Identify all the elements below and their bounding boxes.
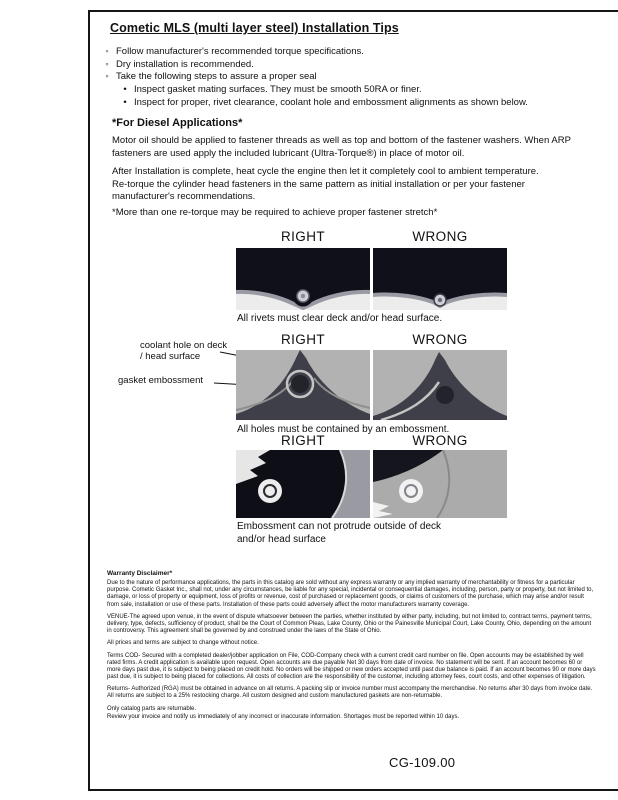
warranty-paragraph: VENUE-The agreed upon venue, in the event of dispute whatsoever between the parties, whether instituted by either party, including, but not limited to, contract terms, payment terms, delivery, type, defects, sufficiency of product, shall be the Court of Common Pleas, Lake County, Ohio or the Painesville Municipal Court, Lake County, Ohio, depending on the amount in controversy. This agreement shall be governed by and construed under the laws of the State of Ohio. <box>107 613 592 635</box>
right-label-row2: RIGHT <box>281 332 325 347</box>
retorque-note: *More than one re-torque may be required to achieve proper fastener stretch* <box>112 207 438 218</box>
right-label-row1: RIGHT <box>281 229 325 244</box>
wrong-label-row1: WRONG <box>412 229 468 244</box>
diesel-paragraph-1: Motor oil should be applied to fastener threads as well as top and bottom of the fastener washers. When ARP fasteners are used apply the included lubricant (Ultra-Torque®) in place of motor oil. <box>112 135 571 159</box>
list-item-text: Inspect for proper, rivet clearance, coolant hole and embossment alignments as shown below. <box>134 96 528 108</box>
warranty-heading: Warranty Disclaimer* <box>107 570 173 577</box>
gasket-embossment-callout: gasket embossment <box>118 375 204 386</box>
warranty-paragraph: Due to the nature of performance applications, the parts in this catalog are sold without any express warranty or any implied warranty of merchantability or fitness for a particular purpose. Cometic Gasket Inc., shall not, under any circumstances, be liable for any special, incidental or consequential damages, including, person, party or property, but not limited to, damage, or loss of property or equipment, loss of profits or revenue, cost of purchased or replacement goods, or claims of customers of the purchase, which may arise and/or result from sale, installation or use of these parts. Installation of these parts could adversely affect the motor manufacturers warranty coverage. <box>107 580 594 608</box>
embossment-right-diagram <box>236 350 370 420</box>
page-title: Cometic MLS (multi layer steel) Installation Tips <box>110 21 399 35</box>
list-item <box>103 59 583 72</box>
warranty-paragraph: Terms COD- Secured with a completed dealer/jobber application on File, COD-Company check with a current credit card number on file. Open accounts may be established by well rated firms. A credit application is available upon request. Open accounts are due payable Net 30 days from date of invoice. No statement will be sent. If an account becomes 60 or more days past due, it is subject to being placed on credit hold. No orders will be shipped or new orders accepted until past due balance is paid. If an account becomes 90 or more days past due, it is subject to being placed for collections. All costs of collection are the responsibility of the customer, including attorney fees, court costs, and other expenses of litigation. <box>107 652 596 681</box>
right-label-row3: RIGHT <box>281 433 325 448</box>
row3-caption: Embossment can not protrude outside of deck and/or head surface <box>237 521 442 545</box>
row2-caption: All holes must be contained by an embossment. <box>237 424 450 435</box>
diesel-paragraph-2: After Installation is complete, heat cycle the engine then let it completely cool to ambient temperature. Re-torque the cylinder head fasteners in the same pattern as initial installation or per your fastener manufacturer's recommendations. <box>112 166 539 203</box>
diesel-applications-heading: *For Diesel Applications* <box>112 117 243 129</box>
list-item-text: Follow manufacturer's recommended torque specifications. <box>116 46 364 57</box>
bullet-icon: ◦ <box>105 58 109 70</box>
bullet-icon: ◦ <box>105 71 109 83</box>
installation-tips-list <box>103 46 583 109</box>
list-item-text: Inspect gasket mating surfaces. They must be smooth 50RA or finer. <box>134 83 422 95</box>
rivet-right-diagram <box>236 248 370 310</box>
embossment-wrong-diagram <box>373 350 507 420</box>
document-number: CG-109.00 <box>389 755 456 770</box>
list-item <box>103 71 583 84</box>
list-item <box>103 46 583 59</box>
list-item-text: Take the following steps to assure a proper seal <box>116 71 317 83</box>
warranty-paragraph: Review your invoice and notify us immediately of any incorrect or inaccurate information. Shortages must be reported within 10 days. <box>107 713 460 720</box>
row1-caption: All rivets must clear deck and/or head surface. <box>237 313 443 324</box>
rivet-wrong-diagram <box>373 248 507 310</box>
bullet-icon: • <box>123 96 127 108</box>
wrong-label-row3: WRONG <box>412 433 468 448</box>
warranty-paragraph: Returns- Authorized (RGA) must be obtained in advance on all returns. A packing slip or invoice number must accompany the merchandise. No returns after 30 days from invoice date. All returns are subject to a 25% restocking charge. All custom designed and custom manufactured gaskets are non-returnable. <box>107 686 593 700</box>
warranty-paragraph: All prices and terms are subject to change without notice. <box>107 640 259 647</box>
protrusion-wrong-diagram <box>373 450 507 518</box>
wrong-label-row2: WRONG <box>412 332 468 347</box>
list-item <box>121 97 583 110</box>
bullet-icon: • <box>123 83 127 95</box>
coolant-hole-callout: coolant hole on deck / head surface <box>140 340 228 362</box>
warranty-paragraph: Only catalog parts are returnable. <box>107 705 197 712</box>
list-item-text: Dry installation is recommended. <box>116 58 254 70</box>
warranty-section <box>107 570 596 726</box>
protrusion-right-diagram <box>236 450 370 518</box>
bullet-icon: ◦ <box>105 46 109 57</box>
list-item <box>121 84 583 97</box>
